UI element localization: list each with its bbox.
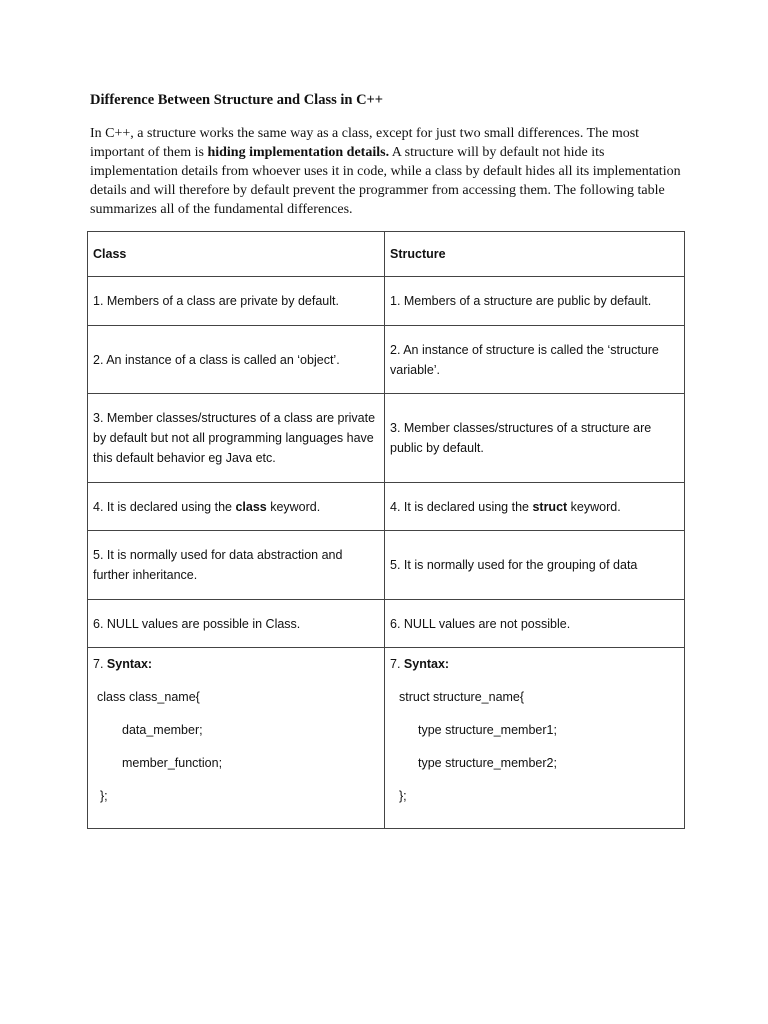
syntax-label: Syntax: (106, 657, 153, 671)
code-line: type structure_member1; (418, 723, 557, 737)
header-structure: Structure (385, 232, 685, 277)
table-cell-structure (385, 483, 685, 531)
table-cell-structure: 1. Members of a structure are public by default. (385, 277, 685, 326)
code-line: }; (100, 789, 108, 803)
intro-bold-text: hiding implementation details. (207, 145, 390, 160)
intro-text-rest: A structure will by default not hide its implementation details from whoever uses it in code, while a class by default hides all its implementation details and will therefore by default prevent the programmer from accessing them. The following table summarizes all of the fundamental differences. (90, 145, 681, 217)
table-cell-class: 1. Members of a class are private by default. (88, 277, 385, 326)
cell-text: 4. It is declared using the (93, 499, 236, 514)
table-row-syntax (88, 648, 685, 829)
table-cell-class: 2. An instance of a class is called an ‘object’. (88, 326, 385, 394)
header-class: Class (88, 232, 385, 277)
table-row (88, 326, 685, 394)
code-line: member_function; (122, 756, 223, 770)
table-row (88, 277, 685, 326)
syntax-label: Syntax: (403, 657, 450, 671)
syntax-number: 7. (93, 657, 107, 671)
syntax-heading (93, 654, 379, 674)
code-line: type structure_member2; (418, 756, 557, 770)
table-cell-structure: 3. Member classes/structures of a structure are public by default. (385, 394, 685, 483)
table-row (88, 394, 685, 483)
table-row (88, 600, 685, 648)
table-row (88, 483, 685, 531)
cell-text: keyword. (266, 499, 321, 514)
syntax-heading (390, 654, 679, 674)
table-cell-structure: 5. It is normally used for the grouping of data (385, 531, 685, 600)
table-cell-structure: 2. An instance of structure is called the ‘structure variable’. (385, 326, 685, 394)
intro-paragraph (90, 124, 690, 219)
table-cell-class: 5. It is normally used for data abstraction and further inheritance. (88, 531, 385, 600)
table-header-row (88, 232, 685, 277)
code-line: class class_name{ (97, 690, 200, 704)
page-title: Difference Between Structure and Class in C++ (90, 92, 384, 108)
keyword-struct: struct (532, 499, 568, 514)
keyword-class: class (235, 499, 267, 514)
intro-text: In C++, a structure works the same way as a class, except for just two small differences. The most important of them is (90, 126, 640, 160)
syntax-cell-class (88, 648, 385, 829)
table-cell-class (88, 483, 385, 531)
cell-text: keyword. (567, 499, 621, 514)
syntax-number: 7. (390, 657, 404, 671)
comparison-table (87, 231, 685, 829)
table-cell-structure: 6. NULL values are not possible. (385, 600, 685, 648)
table-row (88, 531, 685, 600)
code-line: struct structure_name{ (399, 690, 525, 704)
syntax-cell-structure (385, 648, 685, 829)
code-line: data_member; (122, 723, 203, 737)
table-cell-class: 6. NULL values are possible in Class. (88, 600, 385, 648)
code-line: }; (399, 789, 407, 803)
table-cell-class: 3. Member classes/structures of a class are private by default but not all programming languages have this default behavior eg Java etc. (88, 394, 385, 483)
cell-text: 4. It is declared using the (390, 499, 533, 514)
